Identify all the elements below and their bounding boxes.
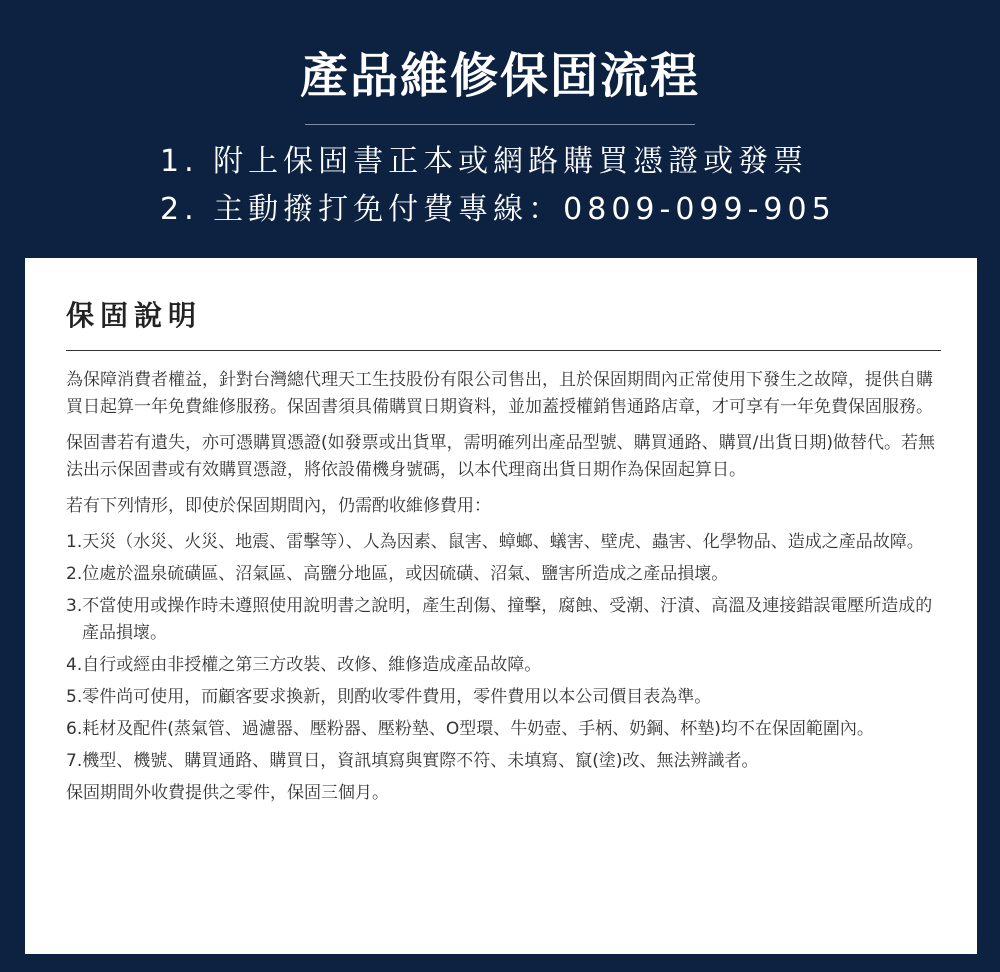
list-item: 3.不當使用或操作時未遵照使用說明書之說明，產生刮傷、撞擊，腐蝕、受潮、汙漬、高溫及連接錯誤電壓所造成的產品損壞。 — [66, 596, 933, 643]
warranty-card — [25, 258, 977, 954]
paragraph-lost-warranty: 保固書若有遺失，亦可憑購買憑證(如發票或出貨單，需明確列出產品型號、購買通路、購買/出貨日期)做替代。若無法出示保固書或有效購買憑證，將依設備機身號碼，以本代理商出貨日期作為保固起算日。 — [66, 433, 935, 480]
list-item: 5.零件尚可使用，而顧客要求換新，則酌收零件費用，零件費用以本公司價目表為準。 — [66, 687, 712, 707]
step-2-hotline: 2. 主動撥打免付費專線：0809-099-905 — [160, 192, 836, 227]
list-item: 1.天災（水災、火災、地震、雷擊等）、人為因素、鼠害、蟑螂、蟻害、壁虎、蟲害、化學物品、造成之產品故障。 — [66, 532, 924, 552]
list-item: 2.位處於溫泉硫磺區、沼氣區、高鹽分地區，或因硫磺、沼氣、鹽害所造成之產品損壞。 — [66, 564, 729, 584]
list-item: 4.自行或經由非授權之第三方改裝、改修、維修造成產品故障。 — [66, 655, 542, 675]
section-title: 保固說明 — [66, 299, 203, 332]
list-item: 6.耗材及配件(蒸氣管、過濾器、壓粉器、壓粉墊、O型環、牛奶壺、手柄、奶鋼、杯墊)均不在保固範圍內。 — [66, 719, 874, 739]
warranty-content — [66, 367, 946, 816]
paragraph-footer: 保固期間外收費提供之零件，保固三個月。 — [66, 783, 389, 803]
list-item: 7.機型、機號、購買通路、購買日，資訊填寫與實際不符、未填寫、竄(塗)改、無法辨識者。 — [66, 751, 759, 771]
step-1: 1. 附上保固書正本或網路購買憑證或發票 — [160, 144, 809, 179]
title-divider — [305, 124, 695, 125]
page-title: 產品維修保固流程 — [299, 48, 700, 104]
section-divider — [66, 350, 941, 351]
paragraph-exclusions-lead: 若有下列情形，即使於保固期間內，仍需酌收維修費用： — [66, 496, 491, 516]
steps-list — [160, 142, 940, 238]
header-banner — [0, 0, 1000, 258]
paragraph-intro: 為保障消費者權益，針對台灣總代理天工生技股份有限公司售出，且於保固期間內正常使用下發生之故障，提供自購買日起算一年免費維修服務。保固書須具備購買日期資料，並加蓋授權銷售通路店章，才可享有一年免費保固服務。 — [66, 370, 933, 417]
